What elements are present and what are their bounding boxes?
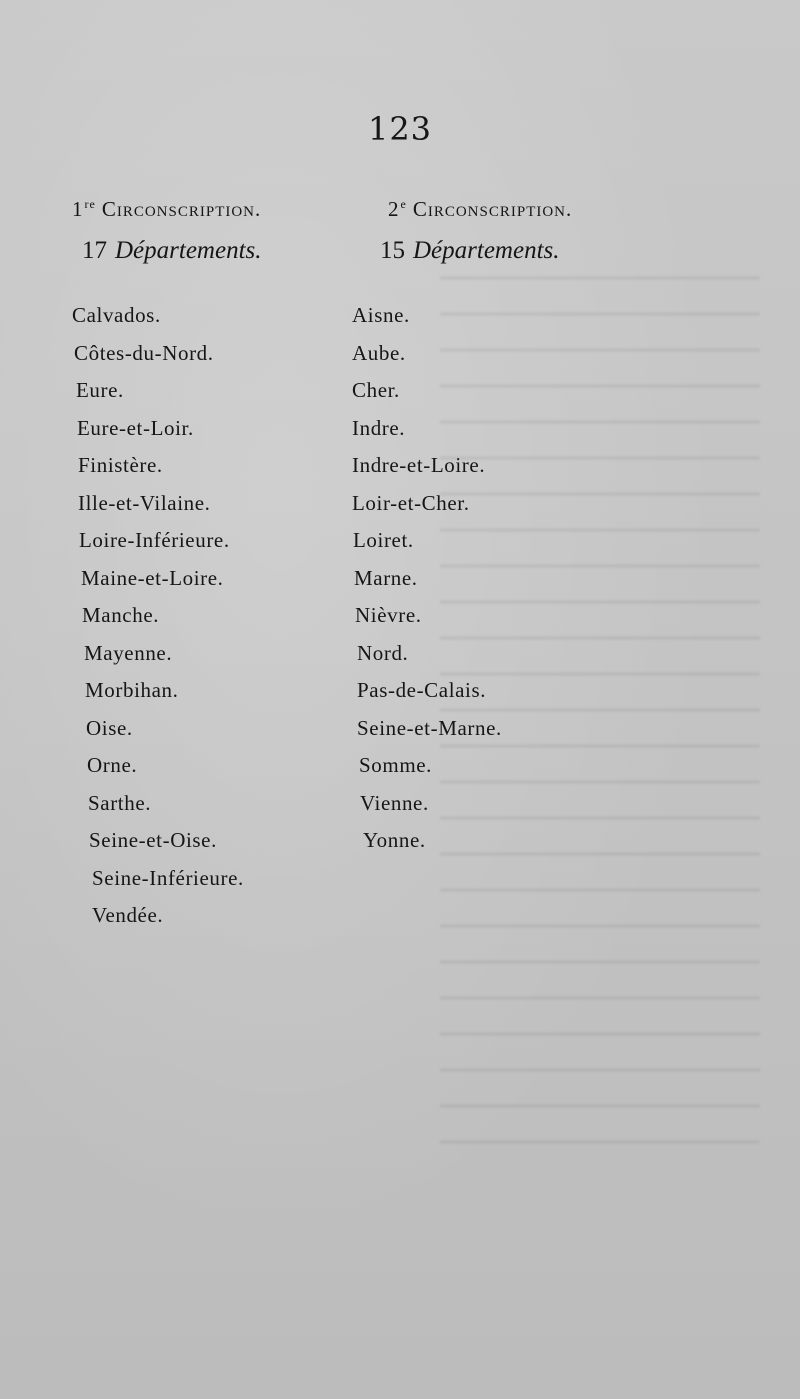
- department-item: Pas-de-Calais.: [357, 678, 487, 702]
- department-item: Morbihan.: [85, 678, 179, 702]
- second-circonscription-heading: [350, 197, 680, 237]
- department-item: Finistère.: [78, 453, 163, 477]
- department-item: Loir-et-Cher.: [352, 490, 470, 515]
- heading-title: Circonscription.: [412, 197, 573, 221]
- first-department-count: [72, 237, 392, 297]
- first-circonscription-column: [72, 197, 392, 935]
- count-label: Départements.: [115, 237, 262, 264]
- department-item: Manche.: [82, 603, 160, 627]
- second-circonscription-column: [350, 197, 680, 860]
- second-department-list: [350, 297, 680, 860]
- page-number: 123: [367, 110, 433, 148]
- department-item: Nièvre.: [355, 603, 422, 627]
- count-number: 15: [380, 237, 405, 264]
- department-item: Seine-et-Oise.: [89, 828, 217, 852]
- department-item: Mayenne.: [84, 640, 173, 665]
- first-department-list: [72, 297, 392, 935]
- department-item: Seine-Inférieure.: [92, 865, 244, 890]
- department-item: Côtes-du-Nord.: [74, 340, 214, 365]
- department-item: Nord.: [357, 640, 409, 665]
- department-item: Eure.: [76, 378, 124, 402]
- department-item: Marne.: [354, 565, 418, 590]
- heading-ordinal: 2: [388, 197, 400, 221]
- department-item: Somme.: [359, 753, 433, 777]
- department-item: Indre.: [352, 415, 406, 440]
- count-number: 17: [82, 237, 107, 264]
- department-item: Cher.: [352, 378, 400, 402]
- department-item: Aube.: [352, 340, 406, 365]
- second-department-count: [350, 237, 680, 297]
- department-item: Sarthe.: [88, 790, 152, 815]
- department-item: Calvados.: [72, 303, 161, 327]
- department-item: Indre-et-Loire.: [352, 453, 486, 477]
- heading-ordinal-suffix: re: [84, 197, 96, 211]
- department-item: Maine-et-Loire.: [81, 565, 224, 590]
- count-label: Départements.: [413, 237, 560, 264]
- heading-title: Circonscription.: [101, 197, 262, 221]
- heading-ordinal: 1: [72, 197, 84, 221]
- department-item: Ille-et-Vilaine.: [78, 490, 211, 515]
- department-item: Loire-Inférieure.: [79, 528, 230, 552]
- department-item: Vendée.: [92, 903, 164, 927]
- heading-ordinal-suffix: e: [400, 197, 407, 211]
- department-item: Aisne.: [352, 303, 410, 327]
- department-item: Yonne.: [363, 828, 426, 852]
- department-item: Eure-et-Loir.: [77, 415, 194, 440]
- department-item: Orne.: [87, 753, 138, 777]
- department-item: Seine-et-Marne.: [357, 715, 502, 740]
- department-item: Oise.: [86, 715, 133, 740]
- department-item: Loiret.: [353, 528, 414, 552]
- department-item: Vienne.: [360, 790, 429, 815]
- first-circonscription-heading: [72, 197, 392, 237]
